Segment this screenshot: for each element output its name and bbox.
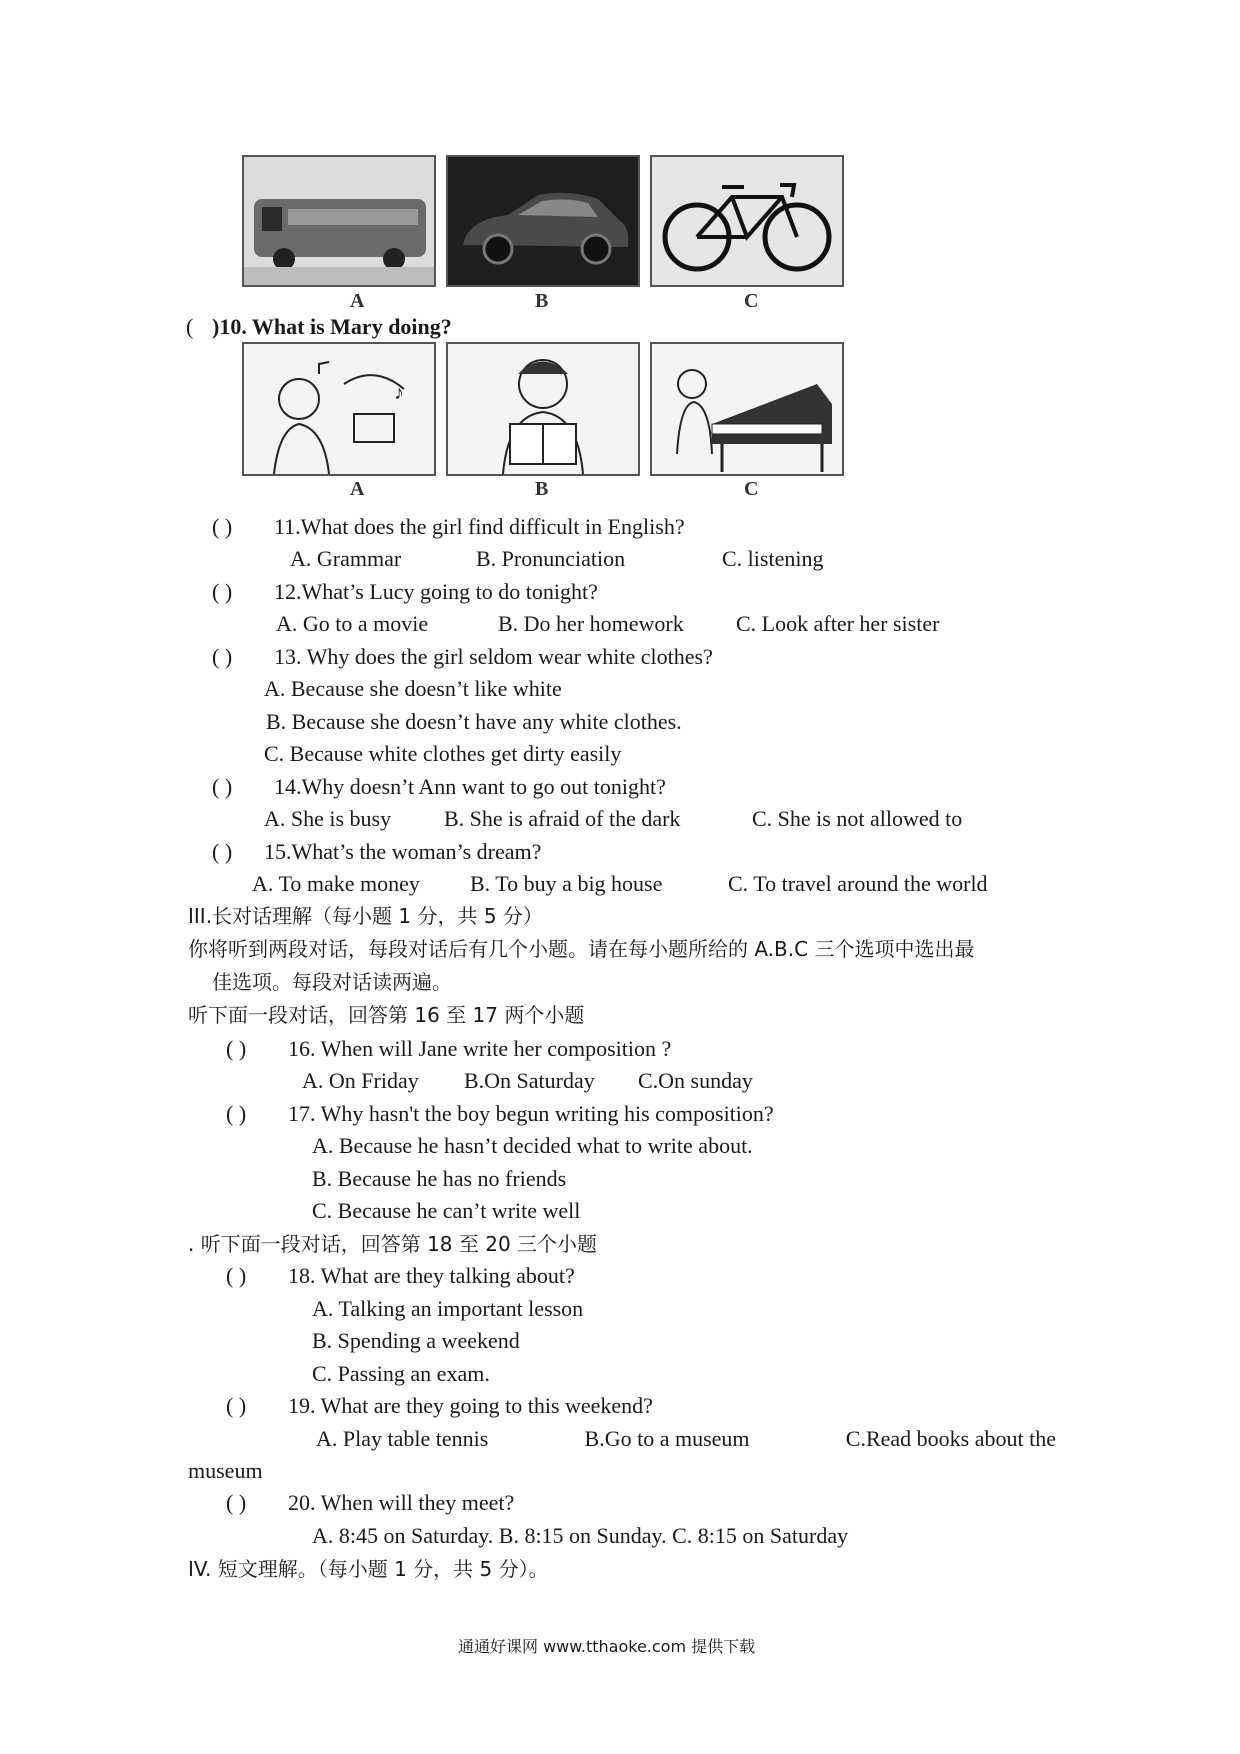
- q10-option-b-image: [446, 342, 640, 476]
- section-4-heading: IV. 短文理解。（每小题 1 分，共 5 分）。: [188, 1557, 549, 1581]
- q14-option-a: A. She is busy: [264, 806, 392, 831]
- q9-option-b-image: [446, 155, 640, 287]
- q13-option-a: A. Because she doesn’t like white: [264, 676, 562, 701]
- q11-option-c: C. listening: [722, 546, 824, 571]
- q12-option-a: A. Go to a movie: [276, 611, 429, 636]
- q13-option-c: C. Because white clothes get dirty easily: [264, 741, 622, 766]
- playing-piano-icon: [652, 344, 842, 474]
- q10-question: )10. What is Mary doing?: [212, 314, 452, 339]
- q18-answer-paren: ( ): [226, 1263, 247, 1288]
- q19-answer-paren: ( ): [226, 1393, 247, 1418]
- section-3-heading: III.长对话理解（每小题 1 分，共 5 分）: [188, 904, 543, 928]
- q14-option-c: C. She is not allowed to: [752, 806, 963, 831]
- section-3-instructions-line-1: 你将听到两段对话，每段对话后有几个小题。请在每小题所给的 A.B.C 三个选项中选出最: [188, 937, 975, 961]
- q16-option-b: B.On Saturday: [464, 1068, 595, 1093]
- q18-option-a: A. Talking an important lesson: [312, 1296, 584, 1321]
- q9-option-c-image: [650, 155, 844, 287]
- q17-option-a: A. Because he hasn’t decided what to write about.: [312, 1133, 753, 1158]
- q12-question: 12.What’s Lucy going to do tonight?: [274, 579, 598, 604]
- dialog-2-intro: . 听下面一段对话，回答第 18 至 20 三个小题: [188, 1232, 598, 1256]
- q14-question: 14.Why doesn’t Ann want to go out tonight?: [274, 774, 666, 799]
- q17-option-b: B. Because he has no friends: [312, 1166, 567, 1191]
- q19-question: 19. What are they going to this weekend?: [288, 1393, 653, 1418]
- q16-option-c: C.On sunday: [638, 1068, 753, 1093]
- q10-answer-paren: (: [186, 314, 194, 339]
- q16-question: 16. When will Jane write her composition ?: [288, 1036, 672, 1061]
- q14-answer-paren: ( ): [212, 774, 233, 799]
- reading-book-icon: [448, 344, 638, 474]
- q18-option-b: B. Spending a weekend: [312, 1328, 520, 1353]
- q13-option-b: B. Because she doesn’t have any white clothes.: [266, 709, 682, 734]
- bus-icon: [244, 157, 434, 285]
- q16-answer-paren: ( ): [226, 1036, 247, 1061]
- q18-question: 18. What are they talking about?: [288, 1263, 575, 1288]
- q14-option-b: B. She is afraid of the dark: [444, 806, 681, 831]
- q10-option-c-image: [650, 342, 844, 476]
- q9-label-c: C: [744, 290, 759, 312]
- q16-option-a: A. On Friday: [302, 1068, 419, 1093]
- q13-question: 13. Why does the girl seldom wear white clothes?: [274, 644, 713, 669]
- q20-question: 20. When will they meet?: [288, 1490, 515, 1515]
- q11-option-a: A. Grammar: [290, 546, 402, 571]
- car-icon: [448, 157, 638, 285]
- q10-label-c: C: [744, 478, 759, 500]
- dialog-1-intro: 听下面一段对话，回答第 16 至 17 两个小题: [188, 1003, 585, 1027]
- q11-answer-paren: ( ): [212, 514, 233, 539]
- q15-option-a: A. To make money: [252, 871, 420, 896]
- q17-option-c: C. Because he can’t write well: [312, 1198, 581, 1223]
- q19-option-a: A. Play table tennis: [316, 1426, 489, 1451]
- q19-option-c-wrap: museum: [188, 1458, 263, 1483]
- q15-option-c: C. To travel around the world: [728, 871, 988, 896]
- q13-answer-paren: ( ): [212, 644, 233, 669]
- q18-option-c: C. Passing an exam.: [312, 1361, 490, 1386]
- q10-label-a: A: [350, 478, 365, 500]
- q10-label-b: B: [535, 478, 549, 500]
- q19-option-b: B.Go to a museum: [584, 1426, 750, 1451]
- q17-question: 17. Why hasn't the boy begun writing his composition?: [288, 1101, 774, 1126]
- q20-answer-paren: ( ): [226, 1490, 247, 1515]
- page-footer: 通通好课网 www.tthaoke.com 提供下载: [458, 1637, 756, 1656]
- q10-option-a-image: [242, 342, 436, 476]
- q19-option-c: C.Read books about the: [845, 1426, 1056, 1451]
- q19-options-row: [316, 1426, 1056, 1452]
- q12-answer-paren: ( ): [212, 579, 233, 604]
- q20-options: A. 8:45 on Saturday. B. 8:15 on Sunday. C. 8:15 on Saturday: [312, 1523, 849, 1548]
- q9-label-b: B: [535, 290, 549, 312]
- bicycle-icon: [652, 157, 842, 285]
- q12-option-c: C. Look after her sister: [736, 611, 940, 636]
- svg-text:♪: ♪: [394, 382, 404, 404]
- q11-question: 11.What does the girl find difficult in English?: [274, 514, 685, 539]
- q9-option-a-image: [242, 155, 436, 287]
- section-3-instructions-line-2: 佳选项。每段对话读两遍。: [212, 970, 452, 994]
- q15-question: 15.What’s the woman’s dream?: [264, 839, 542, 864]
- q17-answer-paren: ( ): [226, 1101, 247, 1126]
- q15-answer-paren: ( ): [212, 839, 233, 864]
- q11-option-b: B. Pronunciation: [476, 546, 626, 571]
- listening-music-icon: [244, 344, 434, 474]
- q12-option-b: B. Do her homework: [498, 611, 684, 636]
- q9-label-a: A: [350, 290, 365, 312]
- q15-option-b: B. To buy a big house: [470, 871, 663, 896]
